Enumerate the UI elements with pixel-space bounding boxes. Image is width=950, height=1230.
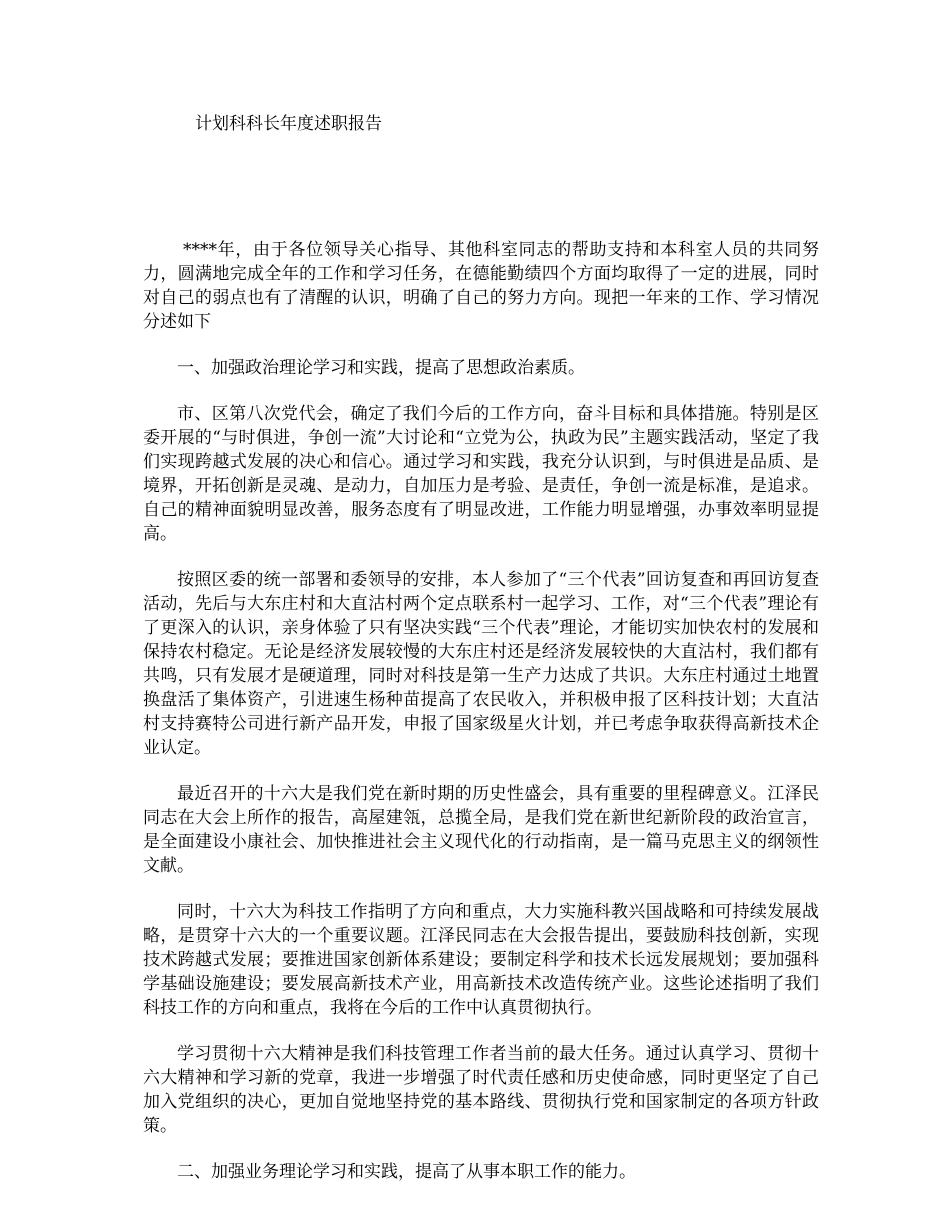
- paragraph-party-congress: 市、区第八次党代会，确定了我们今后的工作方向，奋斗目标和具体措施。特别是区委开展的“与时俱进，争创一流”大讨论和“立党为公，执政为民”主题实践活动，坚定了我们实现跨越式发展的决心和信心。通过学习和实践，我充分认识到，与时俱进是品质、是境界，开拓创新是灵魂、是动力，自加压力是考验、是责任，争创一流是标准，是追求。自己的精神面貌明显改善，服务态度有了明显改进，工作能力明显增强，办事效率明显提高。: [143, 404, 819, 544]
- document-title: 计划科科长年度述职报告: [195, 114, 382, 134]
- section-heading-2: 二、加强业务理论学习和实践，提高了从事本职工作的能力。: [177, 1162, 636, 1182]
- paragraph-sixteenth-congress: 最近召开的十六大是我们党在新时期的历史性盛会，具有重要的里程碑意义。江泽民同志在大会上所作的报告，高屋建瓴，总揽全局，是我们党在新世纪新阶段的政治宣言，是全面建设小康社会、加快推进社会主义现代化的行动指南，是一篇马克思主义的纲领性文献。: [143, 784, 819, 876]
- paragraph-intro: ****年，由于各位领导关心指导、其他科室同志的帮助支持和本科室人员的共同努力，圆满地完成全年的工作和学习任务，在德能勤绩四个方面均取得了一定的进展，同时对自己的弱点也有了清醒的认识，明确了自己的努力方向。现把一年来的工作、学习情况分述如下: [143, 240, 819, 332]
- document-body: [143, 238, 819, 1206]
- paragraph-study-spirit: 学习贯彻十六大精神是我们科技管理工作者当前的最大任务。通过认真学习、贯彻十六大精神和学习新的党章，我进一步增强了时代责任感和历史使命感，同时更坚定了自己加入党组织的决心，更加自觉地坚持党的基本路线、贯彻执行党和国家制定的各项方针政策。: [143, 1044, 819, 1136]
- paragraph-science-direction: 同时，十六大为科技工作指明了方向和重点，大力实施科教兴国战略和可持续发展战略，是贯穿十六大的一个重要议题。江泽民同志在大会报告提出，要鼓励科技创新，实现技术跨越式发展；要推进国家创新体系建设；要制定科学和技术长远发展规划；要加强科学基础设施建设；要发展高新技术产业，用高新技术改造传统产业。这些论述指明了我们科技工作的方向和重点，我将在今后的工作中认真贯彻执行。: [143, 902, 819, 1018]
- section-heading-1: 一、加强政治理论学习和实践，提高了思想政治素质。: [177, 358, 585, 378]
- paragraph-three-represents: 按照区委的统一部署和委领导的安排，本人参加了“三个代表”回访复查和再回访复查活动，先后与大东庄村和大直沽村两个定点联系村一起学习、工作，对“三个代表”理论有了更深入的认识，亲身体验了只有坚决实践“三个代表”理论，才能切实加快农村的发展和保持农村稳定。无论是经济发展较慢的大东庄村还是经济发展较快的大直沽村，我们都有共鸣，只有发展才是硬道理，同时对科技是第一生产力达成了共识。大东庄村通过土地置换盘活了集体资产，引进速生杨种苗提高了农民收入，并积极申报了区科技计划；大直沽村支持赛特公司进行新产品开发，申报了国家级星火计划，并已考虑争取获得高新技术企业认定。: [143, 570, 819, 758]
